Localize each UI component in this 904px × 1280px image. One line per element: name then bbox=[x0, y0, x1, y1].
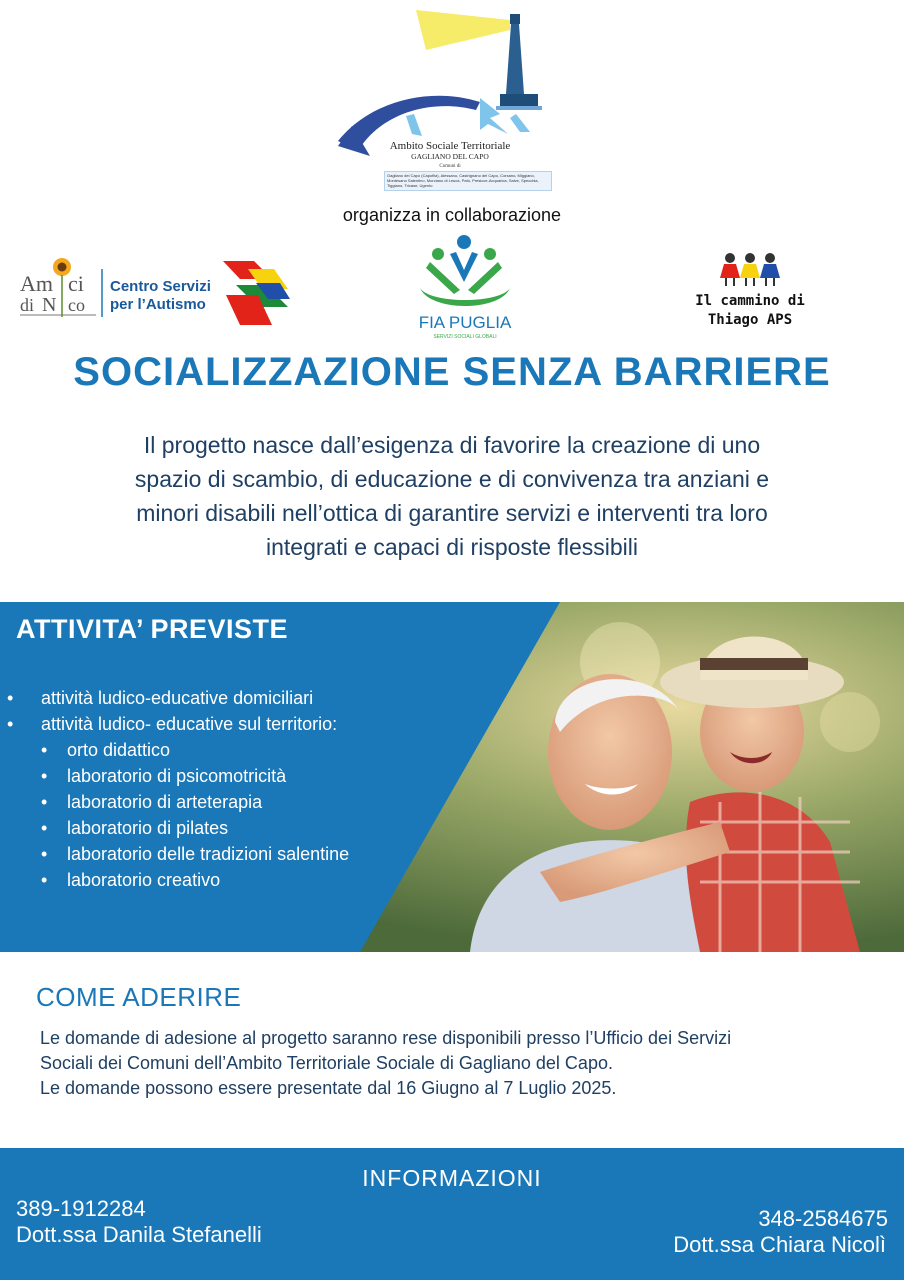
logo-comuni-list: Gagliano del Capo (Capofila), Alessano, Castrignano del Capo, Corsano, Miggiano, Montesano Salentino, Morciano di Leuca, Patù, Presicce-Acquarica, Salve, Specchia, Tiggiano, Tricase, Ugento bbox=[384, 171, 552, 191]
amici-text-am: Am bbox=[20, 271, 53, 296]
activity-sub-item: • laboratorio di psicomotricità bbox=[67, 763, 286, 789]
bullet-icon: • bbox=[41, 844, 48, 864]
thiago-line-1: Il cammino di bbox=[695, 293, 805, 309]
bullet-icon: • bbox=[41, 766, 48, 786]
activity-sub-item: • laboratorio di arteterapia bbox=[67, 789, 262, 815]
info-title: INFORMAZIONI bbox=[362, 1165, 542, 1191]
intro-paragraph bbox=[70, 428, 834, 564]
contact-name-2: Dott.ssa Chiara Nicolì bbox=[673, 1232, 886, 1257]
intro-line: Il progetto nasce dall’esigenza di favorire la creazione di uno bbox=[143, 432, 761, 458]
bullet-icon: • bbox=[41, 740, 48, 760]
page-title: SOCIALIZZAZIONE SENZA BARRIERE bbox=[73, 350, 831, 394]
come-aderire-line: Le domande di adesione al progetto saranno rese disponibili presso l’Ufficio dei Servizi bbox=[40, 1028, 732, 1048]
come-aderire-line: Le domande possono essere presentate dal 16 Giugno al 7 Luglio 2025. bbox=[40, 1078, 617, 1098]
ambito-sociale-logo bbox=[330, 6, 570, 194]
thiago-line-2: Thiago APS bbox=[707, 312, 793, 328]
fia-name: FIA PUGLIA bbox=[418, 313, 512, 332]
lighthouse-icon bbox=[330, 6, 570, 194]
activities-title: ATTIVITA’ PREVISTE bbox=[16, 614, 289, 644]
fia-puglia-logo bbox=[400, 232, 530, 342]
activity-sub-item: • orto didattico bbox=[67, 737, 170, 763]
activity-item: • attività ludico-educative domiciliari bbox=[41, 685, 313, 711]
come-aderire-line: Sociali dei Comuni dell’Ambito Territoriale Sociale di Gagliano del Capo. bbox=[40, 1053, 613, 1073]
bullet-icon: • bbox=[41, 792, 48, 812]
amici-tagline-1: Centro Servizi bbox=[110, 278, 211, 295]
thiago-aps-logo bbox=[680, 250, 820, 335]
activity-sub-item: • laboratorio delle tradizioni salentine bbox=[67, 841, 349, 867]
intro-line: integrati e capaci di risposte flessibili bbox=[265, 534, 638, 560]
contact-phone-2[interactable]: 348-2584675 bbox=[758, 1206, 888, 1231]
amici-text-co: co bbox=[68, 295, 85, 315]
bullet-icon: • bbox=[7, 714, 14, 734]
come-aderire-title: COME ADERIRE bbox=[36, 982, 242, 1012]
come-aderire-body bbox=[40, 1026, 890, 1101]
logo-title: Ambito Sociale Territoriale bbox=[389, 140, 511, 152]
activity-sub-item: • laboratorio creativo bbox=[67, 867, 220, 893]
activity-sub-item: • laboratorio di pilates bbox=[67, 815, 228, 841]
logo-subtitle: GAGLIANO DEL CAPO bbox=[411, 152, 489, 161]
amici-text-ci: ci bbox=[68, 271, 84, 296]
amici-text-n: N bbox=[42, 294, 57, 316]
puzzle-pieces-icon bbox=[223, 261, 290, 325]
activity-item: • attività ludico- educative sul territorio: bbox=[41, 711, 337, 737]
bullet-icon: • bbox=[41, 870, 48, 890]
amici-text-di: di bbox=[20, 295, 35, 315]
logo-comuni-label: Comuni di bbox=[439, 164, 461, 169]
organizza-text: organizza in collaborazione bbox=[342, 205, 562, 225]
contact-phone-1[interactable]: 389-1912284 bbox=[16, 1196, 146, 1221]
bullet-icon: • bbox=[7, 688, 14, 708]
amici-di-nico-logo bbox=[18, 255, 298, 330]
contact-name-1: Dott.ssa Danila Stefanelli bbox=[16, 1222, 262, 1247]
amici-tagline-2: per l’Autismo bbox=[110, 296, 206, 313]
intro-line: spazio di scambio, di educazione e di convivenza tra anziani e bbox=[134, 466, 770, 492]
children-holding-hands-icon bbox=[720, 253, 780, 286]
fia-subtitle: SERVIZI SOCIALI GLOBALI bbox=[433, 334, 497, 340]
intro-line: minori disabili nell’ottica di garantire servizi e interventi tra loro bbox=[136, 500, 768, 526]
people-embrace-icon bbox=[420, 235, 510, 306]
bullet-icon: • bbox=[41, 818, 48, 838]
